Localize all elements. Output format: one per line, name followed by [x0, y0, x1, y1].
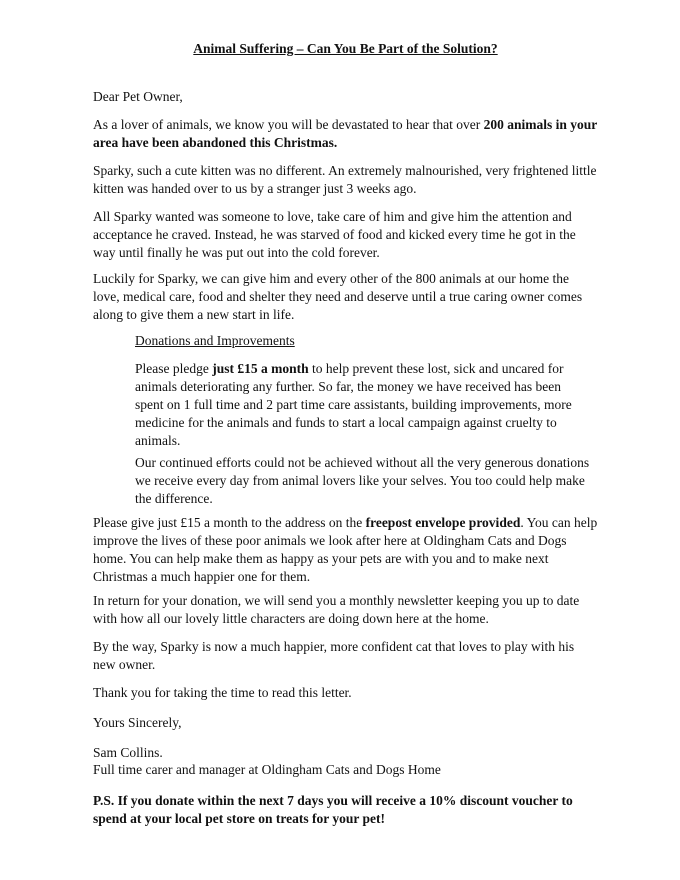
pledge-amount: just £15 a month: [212, 361, 309, 376]
pledge-paragraph: [135, 360, 590, 450]
intro-paragraph: [93, 116, 598, 152]
give-paragraph: [93, 514, 598, 586]
update-paragraph: By the way, Sparky is now a much happier, more confident cat that loves to play with his new owner.: [93, 639, 575, 672]
letter-title: Animal Suffering – Can You Be Part of the Solution?: [193, 41, 498, 56]
pledge-text-c: to help prevent these lost, sick and uncared for animals deteriorating any further. So far, the money we have received has been spent on 1 full time and 2 part time care assistants, building improvements, more medicine for the animals and funds to start a local campaign against cruelty to animals.: [135, 361, 572, 448]
signature-name: Sam Collins.: [93, 745, 163, 760]
salutation: Dear Pet Owner,: [93, 89, 183, 104]
signature-title: Full time carer and manager at Oldingham Cats and Dogs Home: [93, 762, 441, 777]
pledge-text-a: Please pledge: [135, 361, 213, 376]
sparky-paragraph: Sparky, such a cute kitten was no different. An extremely malnourished, very frightened little kitten was handed over to us by a stranger just 3 weeks ago.: [93, 163, 597, 196]
sparky-story-paragraph: All Sparky wanted was someone to love, take care of him and give him the attention and acceptance he craved. Instead, he was starved of food and kicked every time he got in the way until finally he was put out into the cold forever.: [93, 209, 576, 260]
postscript: P.S. If you donate within the next 7 days you will receive a 10% discount voucher to spend at your local pet store on treats for your pet!: [93, 793, 573, 826]
freepost-highlight: freepost envelope provided: [365, 515, 521, 530]
thanks-paragraph: Thank you for taking the time to read this letter.: [93, 685, 352, 700]
intro-highlight: 200 animals in your area have been abandoned this Christmas.: [93, 117, 598, 150]
intro-text: As a lover of animals, we know you will be devastated to hear that over: [93, 117, 484, 132]
give-text-a: Please give just £15 a month to the address on the: [93, 515, 366, 530]
efforts-paragraph: Our continued efforts could not be achieved without all the very generous donations we receive every day from animal lovers like your selves. You too could help make the difference.: [135, 455, 590, 506]
home-paragraph: Luckily for Sparky, we can give him and every other of the 800 animals at our home the love, medical care, food and shelter they need and deserve until a true caring owner comes along to give them a new start in life.: [93, 271, 583, 322]
newsletter-paragraph: In return for your donation, we will send you a monthly newsletter keeping you up to date with how all our lovely little characters are doing down here at the home.: [93, 593, 580, 626]
closing: Yours Sincerely,: [93, 715, 182, 730]
give-text-c: . You can help improve the lives of these poor animals we look after here at Oldingham Cats and Dogs home. You can help make them as happy as your pets are with you and to make next Christmas a much happier one for them.: [93, 515, 598, 584]
section-heading: Donations and Improvements: [135, 333, 295, 348]
